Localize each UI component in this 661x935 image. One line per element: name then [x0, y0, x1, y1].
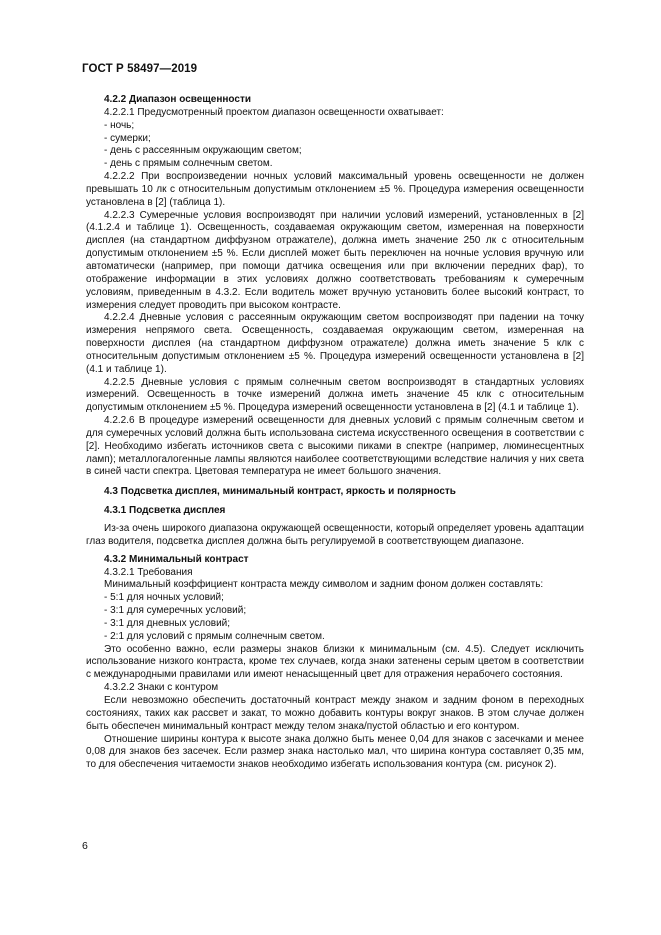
paragraph-4-2-2-1: 4.2.2.1 Предусмотренный проектом диапазон освещенности охватывает:: [104, 106, 444, 118]
paragraph-4-3-2-2-b: Отношение ширины контура к высоте знака должно быть менее 0,04 для знаков с засечками и менее 0,08 для знаков без засечек. Если размер знака настолько мал, что ширина контура составляет 0,35 мм, то для обеспечения читаемости знаков необходимо избегать использования контура (см. рисунок 2).: [86, 733, 584, 771]
paragraph-4-2-2-3: 4.2.2.3 Сумеречные условия воспроизводят при наличии условий измерений, установленных в [2] (4.1.2.4 и таблице 1). Освещенность, создаваемая окружающим светом, измеренная на поверхности дисплея (на стандартном диффузном отражателе), должна иметь значение 250 лк с относительным допустимым отклонением ±5 %. Если дисплей может быть переключен на ночные условия вручную или автоматически (например, при помощи датчика освещения или при включении передних фар), то отображение информации в этих условиях должно соответствовать требованиям к сумеречным условиям, приведенным в 4.3.2. Если водитель может вручную установить более высокий контраст, то измерения следует проводить при высоком контрасте.: [86, 209, 584, 311]
paragraph-4-2-2-4: 4.2.2.4 Дневные условия с рассеянным окружающим светом воспроизводят при падении на точку измерения непрямого света. Освещенность, создаваемая окружающим светом, измеренная на поверхности дисплея (на стандартном диффузном отражателе) должна иметь значение 5 клк с относительным допустимым отклонением ±5 %. Процедура измерений освещенности установлена в [2] (4.1 и таблице 1).: [86, 312, 584, 375]
section-heading-4-3-1: 4.3.1 Подсветка дисплея: [104, 505, 226, 517]
paragraph-4-3-1: Из-за очень широкого диапазона окружающей освещенности, который определяет уровень адаптации глаз водителя, подсветка дисплея должна быть регулируемой в соответствующем диапазоне.: [86, 523, 584, 547]
page-number: 6: [82, 840, 88, 852]
list-item: - сумерки;: [104, 132, 151, 144]
list-item: - ночь;: [104, 119, 135, 131]
list-item: - день с рассеянным окружающим светом;: [104, 145, 302, 157]
list-item: - день с прямым солнечным светом.: [104, 158, 273, 170]
paragraph-4-2-2-6: 4.2.2.6 В процедуре измерений освещенности для дневных условий с прямым солнечным светом и для сумеречных условий должна быть использована система искусственного освещения в соответствии с [2]. Необходимо избегать источников света с высокими пиками в спектре (например, люминесцентных ламп); металлогалогенные лампы являются наиболее соответствующими вследствие наличия у них света в синей части спектра. Цветовая температура не имеет большого значения.: [86, 415, 584, 478]
section-heading-4-3: 4.3 Подсветка дисплея, минимальный контраст, яркость и полярность: [104, 486, 456, 498]
paragraph-4-3-2-1-note: Это особенно важно, если размеры знаков близки к минимальным (см. 4.5). Следует исключить использование низкого контраста, кроме тех случаев, когда знаки затенены серым цветом в соответствии с международными правилами или имеют ненасыщенный цвет для отражения нерабочего состояния.: [86, 643, 584, 681]
section-heading-4-2-2: 4.2.2 Диапазон освещенности: [104, 94, 252, 105]
paragraph-4-2-2-5: 4.2.2.5 Дневные условия с прямым солнечным светом воспроизводят в стандартных условиях измерений. Освещенность в точке измерений должна иметь значение 45 клк с относительным допустимым отклонением ±5 %. Процедура измерений освещенности установлена в [2] (4.1 и таблице 1).: [86, 376, 584, 414]
paragraph-4-3-2-2-a: Если невозможно обеспечить достаточный контраст между знаком и задним фоном в переходных состояниях, таких как рассвет и закат, то можно добавить контуры вокруг знаков. В этом случае должен быть обеспечен минимальный контраст между телом знака/пустой областью и его контуром.: [86, 694, 584, 732]
subsection-label-4-3-2-1: 4.3.2.1 Требования: [104, 566, 193, 578]
list-item: - 2:1 для условий с прямым солнечным светом.: [104, 630, 325, 642]
section-heading-4-3-2: 4.3.2 Минимальный контраст: [104, 553, 249, 565]
document-body: [86, 94, 584, 772]
paragraph-4-3-2-1-intro: Минимальный коэффициент контраста между символом и задним фоном должен составлять:: [104, 579, 544, 591]
list-item: - 3:1 для сумеречных условий;: [104, 605, 247, 617]
document-header: ГОСТ Р 58497—2019: [82, 63, 198, 75]
list-item: - 3:1 для дневных условий;: [104, 617, 231, 629]
paragraph-4-2-2-2: 4.2.2.2 При воспроизведении ночных условий максимальный уровень освещенности не должен превышать 10 лк с относительным допустимым отклонением ±5 %. Процедура измерения освещенности установлена в [2] (таблица 1).: [86, 171, 584, 208]
subsection-label-4-3-2-2: 4.3.2.2 Знаки с контуром: [104, 682, 219, 694]
list-item: - 5:1 для ночных условий;: [104, 592, 224, 604]
